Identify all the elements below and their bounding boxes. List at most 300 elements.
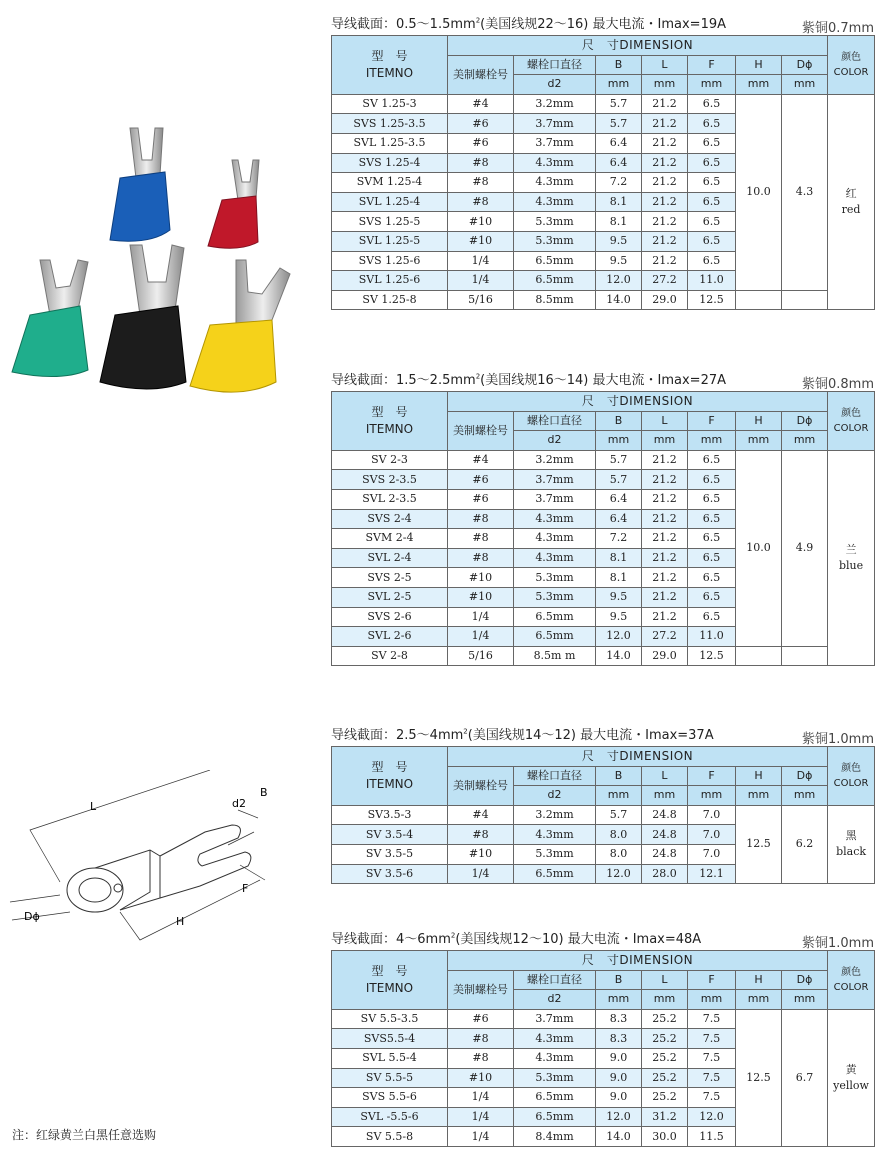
table-cell: #8 [448, 529, 514, 549]
table-cell: 5.3mm [514, 568, 596, 588]
table-cell: #10 [448, 1068, 514, 1088]
header-unit: mm [642, 786, 688, 806]
header-screw: 美制螺栓号 [448, 766, 514, 805]
header-unit: mm [688, 786, 736, 806]
header-H: H [736, 55, 782, 75]
table-cell: 6.5mm [514, 627, 596, 647]
color-value: 兰 blue [828, 450, 875, 666]
table-cell: 21.2 [642, 568, 688, 588]
table-cell: 31.2 [642, 1107, 688, 1127]
table-cell: 7.5 [688, 1009, 736, 1029]
header-dimension: 尺 寸DIMENSION [448, 747, 828, 767]
table-cell: 9.0 [596, 1068, 642, 1088]
diagram-label-B: B [260, 786, 268, 799]
header-unit: mm [736, 786, 782, 806]
table-cell: SVS 1.25-3.5 [332, 114, 448, 134]
table-cell: 28.0 [642, 864, 688, 884]
table-cell: SV 1.25-8 [332, 290, 448, 310]
table-cell: 6.5 [688, 607, 736, 627]
table-cell: 5.3mm [514, 212, 596, 232]
table-cell: #10 [448, 212, 514, 232]
diagram-label-F: F [242, 882, 249, 895]
table-cell: 8.4mm [514, 1127, 596, 1147]
table-cell: #4 [448, 94, 514, 114]
table-cell: 6.5 [688, 153, 736, 173]
material-spec: 紫铜0.7mm [801, 21, 874, 36]
table-cell: 5.7 [596, 94, 642, 114]
table-cell: #8 [448, 1029, 514, 1049]
d-value: 4.9 [782, 450, 828, 646]
h-value: 10.0 [736, 94, 782, 290]
table-cell: 6.5 [688, 212, 736, 232]
table-cell: 6.5 [688, 231, 736, 251]
table-cell: 1/4 [448, 864, 514, 884]
table-cell: 3.2mm [514, 94, 596, 114]
table-cell: 24.8 [642, 825, 688, 845]
d-value: 6.2 [782, 805, 828, 883]
table-cell: SVM 1.25-4 [332, 173, 448, 193]
table-cell: 21.2 [642, 587, 688, 607]
table-cell: 6.4 [596, 489, 642, 509]
table-cell: SV 2-8 [332, 646, 448, 666]
header-unit: mm [642, 990, 688, 1010]
header-unit: mm [642, 75, 688, 95]
table-cell: 8.1 [596, 568, 642, 588]
header-unit: mm [596, 431, 642, 451]
header-unit: mm [736, 75, 782, 95]
table-cell: SVS 1.25-4 [332, 153, 448, 173]
table-cell: 21.2 [642, 450, 688, 470]
header-L: L [642, 970, 688, 990]
d-value: 4.3 [782, 94, 828, 290]
table-cell: 21.2 [642, 153, 688, 173]
table-cell: 7.5 [688, 1068, 736, 1088]
table-cell: 3.7mm [514, 489, 596, 509]
table-cell: 29.0 [642, 290, 688, 310]
table-cell: 12.0 [688, 1107, 736, 1127]
table-cell: 12.0 [596, 1107, 642, 1127]
header-D: Dϕ [782, 970, 828, 990]
table-cell: #6 [448, 133, 514, 153]
table-cell: 21.2 [642, 470, 688, 490]
table-cell: 30.0 [642, 1127, 688, 1147]
table-cell: 1/4 [448, 1107, 514, 1127]
table-cell: 9.5 [596, 231, 642, 251]
h-value: 12.5 [736, 805, 782, 883]
header-itemno: 型 号 ITEMNO [332, 392, 448, 451]
header-F: F [688, 411, 736, 431]
table-cell: 4.3mm [514, 509, 596, 529]
table-cell: 3.2mm [514, 805, 596, 825]
table-cell: SVS 1.25-5 [332, 212, 448, 232]
color-value: 黑 black [828, 805, 875, 883]
material-spec: 紫铜1.0mm [801, 936, 874, 951]
section-title: 导线截面：$0.5\sim 1.5mm^2$(美国线规22～16) 最大电流・Imax=19A [331, 16, 727, 32]
color-value: 黄 yellow [828, 1009, 875, 1146]
table-cell: 12.0 [596, 627, 642, 647]
table-cell: #8 [448, 173, 514, 193]
table-cell: 9.5 [596, 251, 642, 271]
table-cell: 6.5 [688, 192, 736, 212]
table-row [332, 450, 875, 470]
table-cell: SVS 2-3.5 [332, 470, 448, 490]
table-cell: 6.5 [688, 568, 736, 588]
table-cell: 7.2 [596, 529, 642, 549]
table-cell: 5/16 [448, 290, 514, 310]
header-unit: mm [736, 431, 782, 451]
spec-section-2 [331, 369, 874, 666]
table-cell: 6.5mm [514, 1088, 596, 1108]
red-terminal-icon [208, 160, 259, 248]
table-cell: 3.7mm [514, 1009, 596, 1029]
table-cell: 6.5 [688, 133, 736, 153]
table-cell: 9.5 [596, 607, 642, 627]
table-cell: #8 [448, 1048, 514, 1068]
header-unit: mm [736, 990, 782, 1010]
header-d2: d2 [514, 75, 596, 95]
table-cell: 5.7 [596, 805, 642, 825]
table-cell: SV 3.5-5 [332, 844, 448, 864]
diagram-label-D: Dϕ [24, 910, 40, 923]
table-cell: 7.0 [688, 805, 736, 825]
table-cell: 21.2 [642, 509, 688, 529]
table-cell: 11.0 [688, 271, 736, 291]
table-cell: SVL 1.25-5 [332, 231, 448, 251]
table-cell: 25.2 [642, 1048, 688, 1068]
header-screw: 美制螺栓号 [448, 970, 514, 1009]
header-screw: 美制螺栓号 [448, 55, 514, 94]
table-cell: 5.3mm [514, 231, 596, 251]
table-cell: 1/4 [448, 271, 514, 291]
table-cell: 11.5 [688, 1127, 736, 1147]
table-cell: 1/4 [448, 251, 514, 271]
header-color: 颜色 COLOR [828, 951, 875, 1010]
table-cell: 7.0 [688, 844, 736, 864]
table-cell: #6 [448, 470, 514, 490]
table-cell: 6.5 [688, 251, 736, 271]
spec-table [331, 746, 875, 884]
table-row [332, 290, 875, 310]
table-cell: #8 [448, 509, 514, 529]
table-cell: SV3.5-3 [332, 805, 448, 825]
table-cell: 12.0 [596, 271, 642, 291]
h-value: 10.0 [736, 450, 782, 646]
table-cell: 14.0 [596, 290, 642, 310]
table-cell: 6.5 [688, 114, 736, 134]
table-cell: 21.2 [642, 529, 688, 549]
table-cell: 21.2 [642, 489, 688, 509]
table-cell: 6.5mm [514, 864, 596, 884]
table-cell: 6.5 [688, 489, 736, 509]
table-cell: 25.2 [642, 1088, 688, 1108]
spec-section-4 [331, 928, 874, 1147]
table-row [332, 94, 875, 114]
table-cell: SVS 1.25-6 [332, 251, 448, 271]
table-cell: 21.2 [642, 251, 688, 271]
table-cell: 14.0 [596, 646, 642, 666]
table-cell: 4.3mm [514, 548, 596, 568]
header-unit: mm [782, 431, 828, 451]
table-cell: SVS 2-5 [332, 568, 448, 588]
header-B: B [596, 970, 642, 990]
table-cell: 24.8 [642, 844, 688, 864]
header-color: 颜色 COLOR [828, 747, 875, 806]
table-row [332, 805, 875, 825]
table-cell: 3.7mm [514, 133, 596, 153]
table-cell: #6 [448, 114, 514, 134]
header-unit: mm [596, 75, 642, 95]
table-cell: 5.3mm [514, 1068, 596, 1088]
table-cell: 27.2 [642, 271, 688, 291]
yellow-terminal-icon [190, 260, 290, 392]
header-dimension: 尺 寸DIMENSION [448, 36, 828, 56]
header-L: L [642, 55, 688, 75]
table-cell: 6.5mm [514, 607, 596, 627]
header-B: B [596, 55, 642, 75]
table-cell: 4.3mm [514, 529, 596, 549]
table-cell: 12.5 [688, 646, 736, 666]
header-unit: mm [782, 75, 828, 95]
header-itemno: 型 号 ITEMNO [332, 951, 448, 1010]
table-cell: 6.5 [688, 548, 736, 568]
header-D: Dϕ [782, 55, 828, 75]
table-cell: SVL 2-5 [332, 587, 448, 607]
table-cell: 27.2 [642, 627, 688, 647]
table-cell: 21.2 [642, 94, 688, 114]
diagram-label-L: L [90, 800, 97, 813]
section-title: 导线截面：$2.5\sim 4mm^2$(美国线规14～12) 最大电流・Imax=37A [331, 727, 714, 743]
table-cell: 9.5 [596, 587, 642, 607]
table-cell: 6.5mm [514, 1107, 596, 1127]
header-color: 颜色 COLOR [828, 36, 875, 95]
table-cell: 1/4 [448, 607, 514, 627]
header-L: L [642, 411, 688, 431]
table-cell: 21.2 [642, 231, 688, 251]
h-empty [736, 646, 782, 666]
dimension-diagram [0, 770, 300, 950]
material-spec: 紫铜1.0mm [801, 732, 874, 747]
table-cell: 8.1 [596, 212, 642, 232]
table-cell: 5.7 [596, 114, 642, 134]
table-cell: SV 3.5-4 [332, 825, 448, 845]
table-cell: 21.2 [642, 192, 688, 212]
header-H: H [736, 970, 782, 990]
table-cell: 5.7 [596, 450, 642, 470]
header-F: F [688, 970, 736, 990]
header-dimension: 尺 寸DIMENSION [448, 392, 828, 412]
header-B: B [596, 766, 642, 786]
table-cell: #8 [448, 192, 514, 212]
spec-table [331, 950, 875, 1147]
header-screw: 美制螺栓号 [448, 411, 514, 450]
header-B: B [596, 411, 642, 431]
table-cell: 29.0 [642, 646, 688, 666]
table-cell: 7.2 [596, 173, 642, 193]
header-D: Dϕ [782, 766, 828, 786]
spec-section-1 [331, 13, 874, 310]
table-cell: 4.3mm [514, 173, 596, 193]
header-L: L [642, 766, 688, 786]
table-cell: #8 [448, 825, 514, 845]
table-cell: 6.5 [688, 450, 736, 470]
table-cell: 6.4 [596, 133, 642, 153]
table-cell: 21.2 [642, 133, 688, 153]
header-d2: d2 [514, 990, 596, 1010]
table-cell: 8.1 [596, 548, 642, 568]
header-unit: mm [596, 990, 642, 1010]
table-cell: 12.1 [688, 864, 736, 884]
table-cell: 4.3mm [514, 825, 596, 845]
header-unit: mm [688, 75, 736, 95]
blue-terminal-icon [110, 128, 170, 241]
diagram-label-d2: d2 [232, 797, 246, 810]
header-bolt: 螺栓口直径 [514, 766, 596, 786]
table-cell: SVL 2-4 [332, 548, 448, 568]
table-cell: 6.4 [596, 509, 642, 529]
table-cell: #10 [448, 844, 514, 864]
table-cell: 5.3mm [514, 844, 596, 864]
table-cell: #6 [448, 1009, 514, 1029]
table-cell: 6.5 [688, 173, 736, 193]
table-cell: #10 [448, 587, 514, 607]
table-cell: 21.2 [642, 607, 688, 627]
table-cell: 24.8 [642, 805, 688, 825]
table-cell: 8.5m m [514, 646, 596, 666]
header-bolt: 螺栓口直径 [514, 55, 596, 75]
table-cell: 7.5 [688, 1088, 736, 1108]
header-H: H [736, 411, 782, 431]
d-value: 6.7 [782, 1009, 828, 1146]
header-unit: mm [596, 786, 642, 806]
table-cell: 6.5 [688, 529, 736, 549]
table-cell: 25.2 [642, 1029, 688, 1049]
header-d2: d2 [514, 431, 596, 451]
table-cell: SVL 5.5-4 [332, 1048, 448, 1068]
table-cell: SVS 2-4 [332, 509, 448, 529]
table-cell: 25.2 [642, 1068, 688, 1088]
table-cell: 3.7mm [514, 114, 596, 134]
table-cell: 7.5 [688, 1029, 736, 1049]
table-cell: SV 1.25-3 [332, 94, 448, 114]
table-cell: SVM 2-4 [332, 529, 448, 549]
table-cell: SVS5.5-4 [332, 1029, 448, 1049]
header-itemno: 型 号 ITEMNO [332, 747, 448, 806]
table-cell: 5.7 [596, 470, 642, 490]
table-cell: 5.3mm [514, 587, 596, 607]
table-cell: 6.4 [596, 153, 642, 173]
header-unit: mm [642, 431, 688, 451]
table-cell: 6.5 [688, 587, 736, 607]
diagram-label-H: H [176, 915, 185, 928]
table-cell: #10 [448, 231, 514, 251]
table-cell: SVL 2-6 [332, 627, 448, 647]
table-cell: 11.0 [688, 627, 736, 647]
table-cell: #4 [448, 450, 514, 470]
table-cell: 9.0 [596, 1048, 642, 1068]
table-cell: 12.5 [688, 290, 736, 310]
table-cell: SVL 1.25-3.5 [332, 133, 448, 153]
table-cell: 8.3 [596, 1009, 642, 1029]
table-cell: 7.0 [688, 825, 736, 845]
table-cell: 6.5 [688, 94, 736, 114]
table-cell: 1/4 [448, 1088, 514, 1108]
table-cell: 6.5mm [514, 251, 596, 271]
table-cell: #6 [448, 489, 514, 509]
table-cell: 21.2 [642, 173, 688, 193]
header-d2: d2 [514, 786, 596, 806]
table-cell: SVL 1.25-4 [332, 192, 448, 212]
d-empty [782, 646, 828, 666]
table-cell: SVL -5.5-6 [332, 1107, 448, 1127]
table-cell: 6.5mm [514, 271, 596, 291]
table-cell: 14.0 [596, 1127, 642, 1147]
table-cell: 8.5mm [514, 290, 596, 310]
table-cell: 21.2 [642, 212, 688, 232]
table-cell: #10 [448, 568, 514, 588]
header-unit: mm [688, 431, 736, 451]
table-cell: 12.0 [596, 864, 642, 884]
header-bolt: 螺栓口直径 [514, 411, 596, 431]
table-cell: 3.2mm [514, 450, 596, 470]
header-bolt: 螺栓口直径 [514, 970, 596, 990]
section-title: 导线截面：$4\sim 6mm^2$(美国线规12～10) 最大电流・Imax=48A [331, 931, 702, 947]
table-cell: 5/16 [448, 646, 514, 666]
header-color: 颜色 COLOR [828, 392, 875, 451]
header-itemno: 型 号 ITEMNO [332, 36, 448, 95]
table-cell: 9.0 [596, 1088, 642, 1108]
h-empty [736, 290, 782, 310]
table-cell: 6.5 [688, 470, 736, 490]
table-cell: 8.3 [596, 1029, 642, 1049]
table-cell: 8.1 [596, 192, 642, 212]
table-cell: 4.3mm [514, 1029, 596, 1049]
table-cell: SVL 1.25-6 [332, 271, 448, 291]
table-cell: SV 3.5-6 [332, 864, 448, 884]
table-cell: 8.0 [596, 844, 642, 864]
table-cell: SVS 2-6 [332, 607, 448, 627]
table-cell: 3.7mm [514, 470, 596, 490]
note-text: 注：红绿黄兰白黑任意选购 [12, 1128, 157, 1142]
material-spec: 紫铜0.8mm [801, 377, 874, 392]
section-title: 导线截面：$1.5\sim 2.5mm^2$(美国线规16～14) 最大电流・Imax=27A [331, 372, 727, 388]
green-terminal-icon [12, 260, 88, 377]
table-cell: #8 [448, 548, 514, 568]
table-cell: 8.0 [596, 825, 642, 845]
color-value: 红 red [828, 94, 875, 310]
table-cell: 4.3mm [514, 192, 596, 212]
black-terminal-icon [100, 245, 186, 389]
header-H: H [736, 766, 782, 786]
table-cell: 21.2 [642, 548, 688, 568]
table-row [332, 1009, 875, 1029]
header-dimension: 尺 寸DIMENSION [448, 951, 828, 971]
table-cell: 21.2 [642, 114, 688, 134]
table-cell: 1/4 [448, 627, 514, 647]
header-unit: mm [782, 990, 828, 1010]
table-cell: SVS 5.5-6 [332, 1088, 448, 1108]
header-F: F [688, 766, 736, 786]
terminals-photo [0, 120, 320, 420]
table-cell: #8 [448, 153, 514, 173]
header-unit: mm [782, 786, 828, 806]
table-cell: #4 [448, 805, 514, 825]
header-unit: mm [688, 990, 736, 1010]
table-cell: 25.2 [642, 1009, 688, 1029]
header-D: Dϕ [782, 411, 828, 431]
table-cell: SV 5.5-8 [332, 1127, 448, 1147]
table-cell: 6.5 [688, 509, 736, 529]
h-value: 12.5 [736, 1009, 782, 1146]
